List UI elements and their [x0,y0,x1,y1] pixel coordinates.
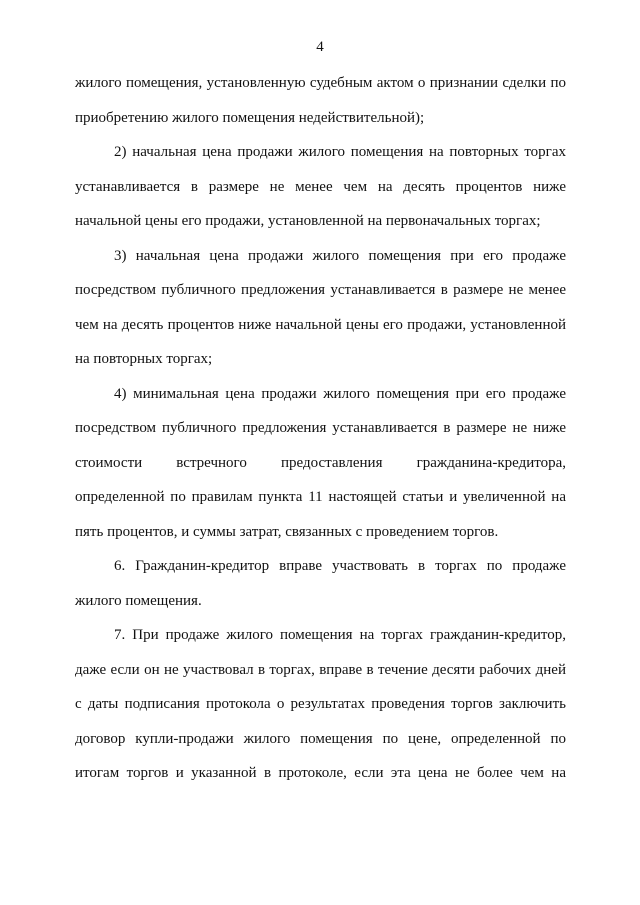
document-body [75,66,566,791]
paragraph-continuation: жилого помещения, установленную судебным актом о признании сделки по приобретению жилого помещения недействительной); [75,75,566,126]
paragraph-clause-7: 7. При продаже жилого помещения на торгах гражданин-кредитор, даже если он не участвовал в торгах, вправе в течение десяти рабочих дней с даты подписания протокола о результатах проведения торгов заключить договор купли-продажи жилого помещения по цене, определенной по итогам торгов и указанной в протоколе, если эта цена не более чем на [75,627,566,781]
paragraph-item-3: 3) начальная цена продажи жилого помещения при его продаже посредством публичного предложения устанавливается в размере не менее чем на десять процентов ниже начальной цены его продажи, установленной на повторных торгах; [75,247,566,367]
paragraph-item-2: 2) начальная цена продажи жилого помещения на повторных торгах устанавливается в размере не менее чем на десять процентов ниже начальной цены его продажи, установленной на первоначальных торгах; [75,144,566,229]
paragraph-item-4: 4) минимальная цена продажи жилого помещения при его продаже посредством публичного предложения устанавливается в размере не ниже стоимости встречного предоставления гражданина-кредитора, определенной по правилам пункта 11 настоящей статьи и увеличенной на пять процентов, и суммы затрат, связанных с проведением торгов. [75,385,566,540]
paragraph-clause-6: 6. Гражданин-кредитор вправе участвовать в торгах по продаже жилого помещения. [75,558,566,609]
page-number: 4 [316,39,324,55]
